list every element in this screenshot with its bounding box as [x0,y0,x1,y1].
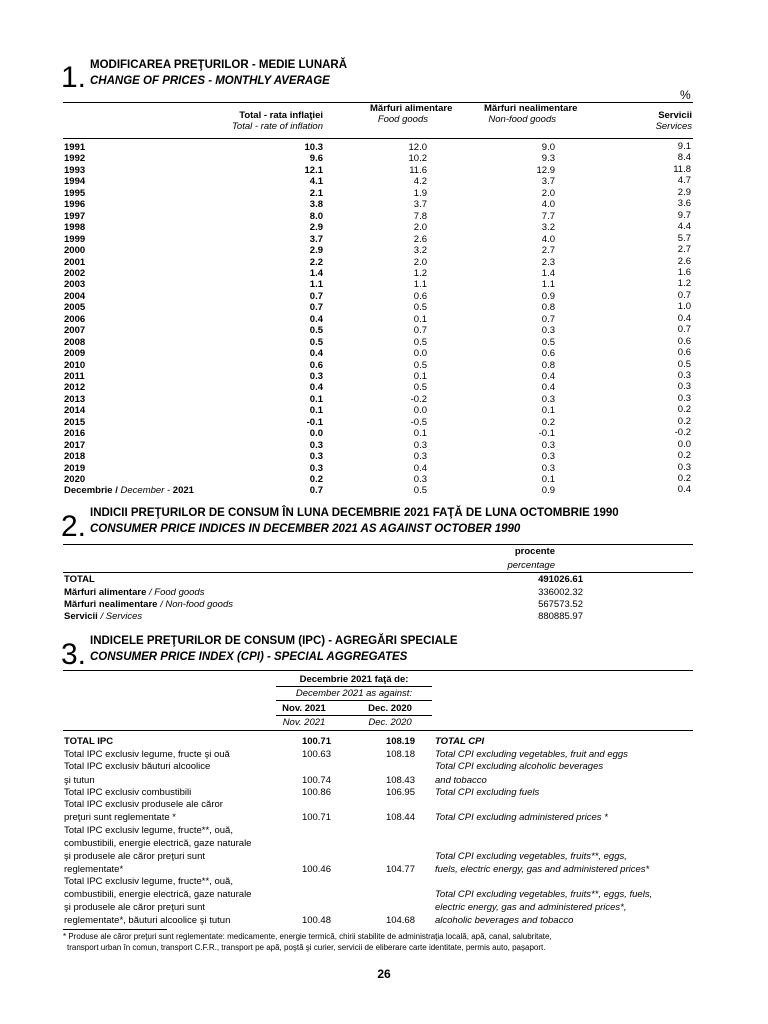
row-services: 0.3 [677,381,691,393]
row-total: 10.3 [304,142,323,153]
row-services: 1.6 [677,266,691,278]
row-services: 4.4 [677,221,691,233]
row-year: 2008 [64,336,86,348]
row-total: 0.4 [309,348,323,360]
unit-percent: % [680,88,691,102]
row-services: 0.2 [677,415,691,427]
t3-excl-combo2-label-b: combustibili, energie electrică, gaze naturale [64,889,252,900]
t3-excl-fuel-v1: 100.86 [301,787,331,798]
footnote-line-2: transport urban în comun, transport C.F.R., transport pe apă, poştă şi curier, servicii de eliberare carte identitate, permis auto, paşaport. [67,943,546,952]
t3-total-ipc-label: TOTAL IPC [64,736,114,747]
row-food: 0.5 [413,382,427,394]
row-total: 0.5 [309,336,323,348]
table2-top-rule [63,544,693,545]
row-services: 0.7 [677,289,691,301]
row-food: 0.1 [413,428,427,440]
t3-total-cpi-label: TOTAL CPI [435,736,485,747]
table3-col1-en: Nov. 2021 [282,717,326,728]
row-services: 2.6 [677,255,691,267]
t3-excl-alc-en-b: and tobacco [435,775,487,786]
row-food: 1.9 [413,187,427,199]
t3-excl-combo1-label-a: Total IPC exclusiv legume, fructe**, ouă, [64,825,233,836]
row-nonfood: 4.0 [541,199,555,211]
row-total: 2.9 [309,222,323,234]
row-nonfood: 1.4 [541,267,555,279]
row-year: 2005 [64,302,86,314]
section-3-number: 3. [61,638,87,671]
t3-excl-veg-v2: 108.18 [385,749,415,760]
row-food: 1.1 [413,279,427,291]
last-row-services: 0.4 [677,484,691,495]
t3-excl-combo2-en-b: Total CPI excluding vegetables, fruits**, eggs, fuels, [435,889,653,900]
section-2-number: 2. [61,510,87,543]
row-year: 1994 [64,176,86,188]
t3-total-ipc-v2: 108.19 [385,736,415,747]
header-services: Servicii Services [655,110,692,132]
t3-excl-combo1-en-d: fuels, electric energy, gas and administered prices* [435,864,650,875]
t3-excl-alc-label-a: Total IPC exclusiv băuturi alcoolice [64,761,211,772]
t3-excl-fuel-v2: 106.95 [385,787,415,798]
t3-excl-admin-v2: 108.44 [385,812,415,823]
t3-excl-fuel-label: Total IPC exclusiv combustibili [64,787,192,798]
row-food: 0.0 [413,348,427,360]
table2-row-food-value: 336002.32 [538,587,583,598]
row-total: 2.9 [309,245,323,257]
row-total: 4.1 [309,176,323,188]
row-total: 0.1 [309,405,323,417]
row-nonfood: 2.0 [541,187,555,199]
row-year: 2007 [64,325,86,337]
row-services: 0.6 [677,347,691,359]
row-nonfood: 0.8 [541,359,555,371]
row-total: 2.1 [309,187,323,199]
row-total: 12.1 [304,164,323,176]
t3-excl-veg-label: Total IPC exclusiv legume, fructe şi ouă [64,749,230,760]
row-total: 0.3 [309,439,323,451]
row-nonfood: 0.3 [541,462,555,474]
table2-row-services-value: 880885.97 [538,611,583,622]
table3-top-rule [63,670,693,671]
row-services: 0.2 [677,404,691,416]
row-food: 3.7 [413,199,427,211]
row-services: 9.7 [677,209,691,221]
t3-excl-veg-en: Total CPI excluding vegetables, fruit and eggs [435,749,628,760]
row-nonfood: 0.3 [541,325,555,337]
table2-row-total-label: TOTAL [64,574,95,585]
table2-unit-en: percentage [507,560,555,571]
row-services: 3.6 [677,198,691,210]
t3-excl-admin-v1: 100.71 [301,812,331,823]
table2-row-total-value: 491026.61 [538,574,583,585]
t3-excl-admin-en: Total CPI excluding administered prices * [435,812,608,823]
row-nonfood: 0.7 [541,313,555,325]
row-services: 0.0 [677,438,691,450]
last-row-nonfood: 0.9 [541,485,555,496]
row-year: 2002 [64,267,86,279]
page-number: 26 [377,967,391,981]
footnote-rule [63,929,167,930]
t3-excl-combo1-label-b: combustibili, energie electrică, gaze naturale [64,838,252,849]
row-food: 0.1 [413,313,427,325]
t3-excl-combo2-v2: 104.68 [385,915,415,926]
row-food: 4.2 [413,176,427,188]
row-year: 1996 [64,199,86,211]
t3-total-ipc-v1: 100.71 [301,736,331,747]
row-year: 1993 [64,164,86,176]
row-nonfood: 0.4 [541,382,555,394]
row-total: 0.4 [309,313,323,325]
table3-col2-ro: Dec. 2020 [368,703,412,714]
t3-excl-alc-label-b: şi tutun [64,775,95,786]
section-1-subtitle: CHANGE OF PRICES - MONTHLY AVERAGE [90,75,330,87]
header-food: Mărfuri alimentare Food goods [370,103,453,125]
row-food: 12.0 [408,142,427,153]
table3-header-ro: Decembrie 2021 faţă de: [299,674,409,685]
row-total: 0.0 [309,428,323,440]
row-services: 2.9 [677,186,691,198]
row-food: 0.3 [413,439,427,451]
row-total: 0.3 [309,462,323,474]
header-total: Total - rata inflaţiei Total - rate of inflation [231,110,323,132]
row-food: 2.6 [413,233,427,245]
row-year: 1992 [64,153,86,165]
row-total: -0.1 [306,416,323,428]
t3-excl-combo2-v1: 100.48 [301,915,331,926]
table3-header-rule [276,686,432,687]
row-nonfood: 0.2 [541,416,555,428]
row-services: 5.7 [677,232,691,244]
row-food: 3.2 [413,245,427,257]
row-services: 9.1 [677,141,691,152]
section-3-subtitle: CONSUMER PRICE INDEX (CPI) - SPECIAL AGGREGATES [90,651,408,663]
row-year: 2017 [64,439,86,451]
row-nonfood: 0.9 [541,290,555,302]
row-year: 2019 [64,462,86,474]
row-total: 0.2 [309,474,323,486]
table3-colhead-rule [276,715,432,716]
table2-unit-ro: procente [514,546,555,557]
table2-row-nonfood-value: 567573.52 [538,599,583,610]
row-services: 0.3 [677,461,691,473]
last-row-food: 0.5 [413,485,427,496]
row-year: 2001 [64,256,86,268]
table3-col1-ro: Nov. 2021 [282,703,326,714]
section-2-subtitle: CONSUMER PRICE INDICES IN DECEMBER 2021 AS AGAINST OCTOBER 1990 [90,523,521,535]
row-total: 0.5 [309,325,323,337]
row-food: 2.0 [413,222,427,234]
row-nonfood: 9.0 [541,142,555,153]
row-services: 0.6 [677,335,691,347]
row-nonfood: 0.4 [541,371,555,382]
last-row-label: Decembrie / December - 2021 [64,485,194,496]
row-nonfood: 1.1 [541,279,555,291]
row-food: 0.5 [413,336,427,348]
row-nonfood: 0.3 [541,451,555,463]
t3-excl-alc-v2: 108.43 [385,775,415,786]
row-food: 0.3 [413,474,427,486]
row-total: 1.4 [309,267,323,279]
row-services: 0.2 [677,473,691,485]
table2-row-nonfood-label: Mărfuri nealimentare / Non-food goods [64,599,233,610]
row-services: 1.2 [677,278,691,290]
row-total: 8.0 [309,210,323,222]
row-nonfood: 3.2 [541,222,555,234]
t3-excl-combo2-en-c: electric energy, gas and administered prices*, [435,902,627,913]
row-year: 1991 [64,142,86,153]
section-1-number: 1. [61,61,87,94]
row-year: 2012 [64,382,86,394]
t3-excl-alc-en-a: Total CPI excluding alcoholic beverages [435,761,604,772]
row-services: 0.7 [677,324,691,336]
t3-excl-combo2-label-c: şi produsele ale căror preţuri sunt [64,902,205,913]
row-nonfood: 0.6 [541,348,555,360]
table3-col2-en: Dec. 2020 [368,717,412,728]
row-nonfood: 9.3 [541,153,555,165]
section-3-title: INDICELE PREŢURILOR DE CONSUM (IPC) - AGREGĂRI SPECIALE [90,635,458,647]
row-year: 1997 [64,210,86,222]
row-total: 3.8 [309,199,323,211]
last-row-total: 0.7 [309,485,323,496]
row-nonfood: -0.1 [538,428,555,440]
t3-excl-alc-v1: 100.74 [301,775,331,786]
row-services: 11.8 [673,163,691,175]
row-year: 2013 [64,393,86,405]
table3-header-en: December 2021 as against: [295,688,413,699]
row-food: 1.2 [413,267,427,279]
section-2-title: INDICII PREŢURILOR DE CONSUM ÎN LUNA DECEMBRIE 2021 FAŢĂ DE LUNA OCTOMBRIE 1990 [90,507,619,519]
row-total: 2.2 [309,256,323,268]
row-food: 0.5 [413,359,427,371]
table2-header-rule [63,572,693,573]
row-services: 0.2 [677,450,691,462]
row-services: 0.3 [677,370,691,381]
row-services: 0.5 [677,358,691,370]
row-nonfood: 2.7 [541,245,555,257]
row-year: 2014 [64,405,86,417]
t3-excl-combo2-en-d: alcoholic beverages and tobacco [435,915,574,926]
section-1-title: MODIFICAREA PREŢURILOR - MEDIE LUNARĂ [90,59,348,71]
row-food: -0.2 [410,393,427,405]
row-total: 0.4 [309,382,323,394]
t3-excl-combo2-label-d: reglementate*, băuturi alcoolice şi tutun [64,915,231,926]
row-year: 2018 [64,451,86,463]
t3-excl-combo1-v1: 100.46 [301,864,331,875]
row-food: 0.6 [413,290,427,302]
row-year: 2009 [64,348,86,360]
row-nonfood: 7.7 [541,210,555,222]
row-nonfood: 0.1 [541,474,555,486]
row-total: 9.6 [309,153,323,165]
row-nonfood: 4.0 [541,233,555,245]
row-food: 11.6 [409,164,427,176]
table3-subheader-rule [276,700,432,701]
row-nonfood: 2.3 [541,256,555,268]
row-year: 2006 [64,313,86,325]
t3-excl-veg-v1: 100.63 [301,749,331,760]
t3-excl-fuel-en: Total CPI excluding fuels [435,787,540,798]
row-food: -0.5 [410,416,427,428]
row-year: 2011 [64,371,85,382]
row-food: 0.7 [413,325,427,337]
row-total: 0.3 [309,371,323,382]
row-nonfood: 0.8 [541,302,555,314]
row-year: 1995 [64,187,86,199]
header-nonfood: Mărfuri nealimentare Non-food goods [484,103,578,125]
t3-excl-combo1-en-c: Total CPI excluding vegetables, fruits**, eggs, [435,851,627,862]
row-food: 0.3 [413,451,427,463]
row-year: 1998 [64,222,86,234]
row-total: 1.1 [309,279,323,291]
row-total: 0.7 [309,302,323,314]
row-nonfood: 0.3 [541,439,555,451]
row-services: 8.4 [677,152,691,164]
row-food: 2.0 [413,256,427,268]
row-nonfood: 0.5 [541,336,555,348]
row-year: 2004 [64,290,86,302]
t3-excl-admin-label-a: Total IPC exclusiv produsele ale căror [64,799,223,810]
row-services: -0.2 [674,427,691,439]
footnote-line-1: * Produse ale căror preţuri sunt reglementate: medicamente, energie termică, chirii stabilite de administraţia locală, apă, canal, salubritate, [63,932,552,941]
row-year: 2003 [64,279,86,291]
row-year: 2020 [64,474,86,486]
row-year: 1999 [64,233,86,245]
row-total: 3.7 [309,233,323,245]
row-services: 0.4 [677,312,691,324]
row-total: 0.7 [309,290,323,302]
t3-excl-admin-label-b: preţuri sunt reglementate * [64,812,176,823]
row-services: 4.7 [677,175,691,187]
table2-row-services-label: Servicii / Services [64,611,143,622]
t3-excl-combo1-label-c: şi produsele ale căror preţuri sunt [64,851,205,862]
row-food: 10.2 [408,153,427,165]
row-food: 0.0 [413,405,427,417]
row-services: 2.7 [677,244,691,256]
row-total: 0.3 [309,451,323,463]
row-nonfood: 3.7 [541,176,555,188]
row-services: 0.3 [677,392,691,404]
row-nonfood: 12.9 [536,164,555,176]
row-nonfood: 0.3 [541,393,555,405]
row-total: 0.1 [309,393,323,405]
row-food: 7.8 [413,210,427,222]
row-food: 0.1 [413,371,427,382]
row-year: 2016 [64,428,86,440]
row-year: 2015 [64,416,86,428]
row-food: 0.5 [413,302,427,314]
row-food: 0.4 [413,462,427,474]
row-total: 0.6 [309,359,323,371]
t3-excl-combo1-v2: 104.77 [385,864,415,875]
row-year: 2000 [64,245,86,257]
t3-excl-combo2-label-a: Total IPC exclusiv legume, fructe**, ouă, [64,876,233,887]
table2-row-food-label: Mărfuri alimentare / Food goods [64,587,205,598]
row-services: 1.0 [677,301,691,313]
table3-header-bottom-rule [63,730,693,731]
row-year: 2010 [64,359,86,371]
t3-excl-combo1-label-d: reglementate* [64,864,124,875]
row-nonfood: 0.1 [541,405,555,417]
table1-header-rule [63,138,693,139]
